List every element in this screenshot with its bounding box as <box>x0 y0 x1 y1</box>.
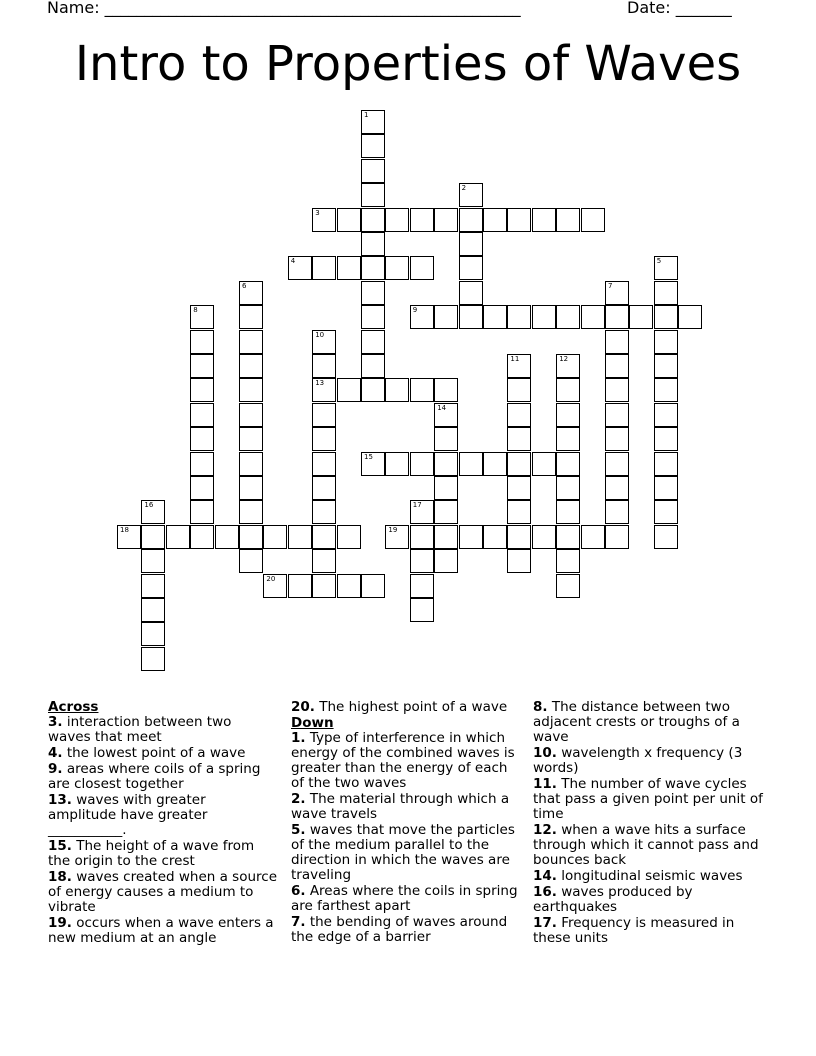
clue-text: wavelength x frequency (3 words) <box>533 745 743 776</box>
crossword-cell[interactable] <box>654 281 678 305</box>
crossword-cell[interactable] <box>312 208 336 232</box>
crossword-cell[interactable] <box>605 354 629 378</box>
crossword-cell[interactable] <box>556 427 580 451</box>
clue-number: 8 <box>193 306 198 315</box>
crossword-cell[interactable] <box>507 500 531 524</box>
across-heading: Across <box>48 699 99 715</box>
clue-number: 19 <box>388 525 398 534</box>
crossword-cell[interactable] <box>288 256 312 280</box>
crossword-cell[interactable] <box>605 452 629 476</box>
crossword-cell[interactable] <box>678 305 702 329</box>
crossword-cell[interactable] <box>312 525 336 549</box>
crossword-cell[interactable] <box>215 525 239 549</box>
crossword-cell[interactable] <box>385 208 409 232</box>
crossword-cell[interactable] <box>337 574 361 598</box>
crossword-cell[interactable] <box>288 574 312 598</box>
crossword-cell[interactable] <box>141 622 165 646</box>
clue-number: 6 <box>242 281 247 290</box>
clues-column-2 <box>291 700 521 946</box>
clue-item <box>48 916 278 946</box>
crossword-cell[interactable] <box>459 452 483 476</box>
crossword-cell[interactable] <box>459 525 483 549</box>
crossword-cell[interactable] <box>190 354 214 378</box>
crossword-cell[interactable] <box>385 452 409 476</box>
crossword-cell[interactable] <box>581 305 605 329</box>
clue-number: 15. <box>48 838 72 854</box>
clue-item <box>48 839 278 869</box>
crossword-cell[interactable] <box>434 476 458 500</box>
crossword-cell[interactable] <box>605 378 629 402</box>
clue-number: 13 <box>315 379 325 388</box>
clue-number: 17. <box>533 915 557 931</box>
clue-text: Type of interference in which energy of the combined waves is greater than the energy of each of the two waves <box>291 730 515 791</box>
crossword-cell[interactable] <box>141 598 165 622</box>
crossword-cell[interactable] <box>141 647 165 671</box>
clue-number: 5. <box>291 822 306 838</box>
crossword-cell[interactable] <box>654 476 678 500</box>
crossword-cell[interactable] <box>605 525 629 549</box>
crossword-cell[interactable] <box>434 452 458 476</box>
crossword-cell[interactable] <box>361 281 385 305</box>
clue-text: The height of a wave from the origin to the crest <box>48 838 255 869</box>
crossword-cell[interactable] <box>507 549 531 573</box>
crossword-cell[interactable] <box>507 305 531 329</box>
crossword-cell[interactable] <box>190 452 214 476</box>
clue-number: 16 <box>144 501 154 510</box>
crossword-cell[interactable] <box>410 574 434 598</box>
crossword-cell[interactable] <box>434 403 458 427</box>
crossword-cell[interactable] <box>581 525 605 549</box>
crossword-cell[interactable] <box>532 525 556 549</box>
crossword-cell[interactable] <box>190 500 214 524</box>
crossword-cell[interactable] <box>239 452 263 476</box>
crossword-cell[interactable] <box>410 525 434 549</box>
clue-text: the lowest point of a wave <box>62 745 246 761</box>
clues-column-1 <box>48 700 278 947</box>
crossword-cell[interactable] <box>385 256 409 280</box>
clue-text: when a wave hits a surface through which it cannot pass and bounces back <box>533 822 759 868</box>
clue-text: The distance between two adjacent crests or troughs of a wave <box>533 699 740 745</box>
clue-number: 9 <box>412 306 418 315</box>
crossword-cell[interactable] <box>263 574 287 598</box>
crossword-cell[interactable] <box>605 403 629 427</box>
crossword-cell[interactable] <box>117 525 141 549</box>
crossword-cell[interactable] <box>239 476 263 500</box>
down-heading: Down <box>291 715 334 731</box>
crossword-cell[interactable] <box>312 427 336 451</box>
crossword-cell[interactable] <box>556 476 580 500</box>
clue-item <box>533 700 763 745</box>
crossword-cell[interactable] <box>483 452 507 476</box>
crossword-cell[interactable] <box>141 500 165 524</box>
crossword-cell[interactable] <box>239 330 263 354</box>
crossword-cell[interactable] <box>507 525 531 549</box>
clue-number: 11. <box>533 776 557 792</box>
crossword-cell[interactable] <box>459 183 483 207</box>
clue-number: 7 <box>608 281 613 290</box>
clue-number: 18 <box>120 525 129 534</box>
crossword-cell[interactable] <box>361 208 385 232</box>
clue-item <box>533 823 763 868</box>
clue-text: waves that move the particles of the medium parallel to the direction in which the waves are traveling <box>291 822 515 883</box>
clue-item <box>533 869 763 884</box>
clue-text: Frequency is measured in these units <box>533 915 735 946</box>
crossword-cell[interactable] <box>361 354 385 378</box>
clue-number: 4. <box>48 745 63 761</box>
crossword-cell[interactable] <box>312 378 336 402</box>
crossword-cell[interactable] <box>556 378 580 402</box>
crossword-cell[interactable] <box>239 305 263 329</box>
clue-number: 13. <box>48 792 72 808</box>
clue-item <box>291 884 521 914</box>
clue-item <box>533 746 763 776</box>
crossword-cell[interactable] <box>337 256 361 280</box>
clue-text: waves produced by earthquakes <box>533 884 693 915</box>
crossword-cell[interactable] <box>654 330 678 354</box>
clue-item <box>48 746 278 761</box>
name-field[interactable]: Name: ____________________________________________________ <box>47 0 521 17</box>
clue-item <box>48 870 278 915</box>
clue-number: 11 <box>510 355 520 363</box>
clue-number: 6. <box>291 883 306 899</box>
crossword-cell[interactable] <box>385 525 409 549</box>
crossword-cell[interactable] <box>361 134 385 158</box>
clue-number: 14. <box>533 868 557 884</box>
crossword-cell[interactable] <box>605 330 629 354</box>
crossword-cell[interactable] <box>434 549 458 573</box>
crossword-cell[interactable] <box>434 378 458 402</box>
clue-number: 15 <box>364 452 373 461</box>
clue-text: occurs when a wave enters a new medium at an angle <box>48 915 274 946</box>
crossword-cell[interactable] <box>532 305 556 329</box>
clue-number: 3. <box>48 714 63 730</box>
clue-item <box>291 915 521 945</box>
crossword-cell[interactable] <box>312 354 336 378</box>
crossword-cell[interactable] <box>507 354 531 378</box>
crossword-cell[interactable] <box>385 378 409 402</box>
clue-text: the bending of waves around the edge of a barrier <box>291 914 508 945</box>
clue-item <box>533 916 763 946</box>
crossword-cell[interactable] <box>459 256 483 280</box>
crossword-cell[interactable] <box>410 549 434 573</box>
clue-item <box>291 731 521 791</box>
clue-number: 9. <box>48 761 63 777</box>
crossword-cell[interactable] <box>556 305 580 329</box>
crossword-cell[interactable] <box>239 500 263 524</box>
crossword-cell[interactable] <box>239 281 263 305</box>
clue-number: 12 <box>559 355 569 363</box>
clue-number: 1. <box>291 730 306 746</box>
clue-item <box>533 885 763 915</box>
date-field[interactable]: Date: _______ <box>627 0 732 17</box>
crossword-cell[interactable] <box>312 476 336 500</box>
crossword-cell[interactable] <box>239 427 263 451</box>
crossword-cell[interactable] <box>312 403 336 427</box>
clue-number: 5 <box>656 257 662 266</box>
crossword-cell[interactable] <box>361 110 385 134</box>
clue-item <box>291 700 521 715</box>
crossword-cell[interactable] <box>532 452 556 476</box>
crossword-cell[interactable] <box>190 403 214 427</box>
crossword-cell[interactable] <box>361 378 385 402</box>
crossword-cell[interactable] <box>654 500 678 524</box>
crossword-cell[interactable] <box>654 256 678 280</box>
crossword-cell[interactable] <box>605 281 629 305</box>
crossword-cell[interactable] <box>532 208 556 232</box>
clue-number: 17 <box>412 501 422 510</box>
crossword-cell[interactable] <box>190 378 214 402</box>
clue-number: 19. <box>48 915 72 931</box>
clue-item <box>533 777 763 822</box>
crossword-cell[interactable] <box>434 208 458 232</box>
clue-text: waves created when a source of energy causes a medium to vibrate <box>48 869 278 915</box>
crossword-cell[interactable] <box>459 281 483 305</box>
crossword-cell[interactable] <box>434 305 458 329</box>
crossword-cell[interactable] <box>410 256 434 280</box>
crossword-cell[interactable] <box>483 525 507 549</box>
clue-number: 18. <box>48 869 72 885</box>
crossword-cell[interactable] <box>361 159 385 183</box>
crossword-cell[interactable] <box>483 208 507 232</box>
crossword-cell[interactable] <box>410 500 434 524</box>
clue-number: 16. <box>533 884 557 900</box>
crossword-cell[interactable] <box>337 525 361 549</box>
crossword-cell[interactable] <box>410 452 434 476</box>
crossword-cell[interactable] <box>581 208 605 232</box>
crossword-cell[interactable] <box>459 208 483 232</box>
clue-text: longitudinal seismic waves <box>556 868 743 884</box>
crossword-cell[interactable] <box>556 354 580 378</box>
clue-text: interaction between two waves that meet <box>48 714 232 745</box>
clue-number: 10 <box>315 330 325 339</box>
crossword-cell[interactable] <box>190 305 214 329</box>
crossword-cell[interactable] <box>190 525 214 549</box>
clue-number: 4 <box>290 257 296 266</box>
clue-text: waves with greater amplitude have greater ___________. <box>48 792 208 838</box>
crossword-cell[interactable] <box>190 476 214 500</box>
clue-text: The material through which a wave travels <box>291 791 510 822</box>
crossword-cell[interactable] <box>166 525 190 549</box>
crossword-cell[interactable] <box>556 208 580 232</box>
crossword-cell[interactable] <box>337 378 361 402</box>
crossword-cell[interactable] <box>312 549 336 573</box>
clue-text: areas where coils of a spring are closest together <box>48 761 261 792</box>
crossword-cell[interactable] <box>605 476 629 500</box>
crossword-cell[interactable] <box>239 378 263 402</box>
clue-item <box>48 793 278 838</box>
clue-item <box>291 792 521 822</box>
crossword-cell[interactable] <box>556 525 580 549</box>
clue-number: 3 <box>315 208 320 217</box>
crossword-cell[interactable] <box>239 354 263 378</box>
crossword-cell[interactable] <box>312 330 336 354</box>
crossword-cell[interactable] <box>312 500 336 524</box>
clue-item <box>291 823 521 883</box>
crossword-cell[interactable] <box>239 525 263 549</box>
crossword-cell[interactable] <box>361 232 385 256</box>
crossword-cell[interactable] <box>654 452 678 476</box>
clue-number: 10. <box>533 745 557 761</box>
crossword-cell[interactable] <box>556 403 580 427</box>
crossword-cell[interactable] <box>507 403 531 427</box>
crossword-cell[interactable] <box>507 378 531 402</box>
clue-number: 1 <box>364 111 369 119</box>
crossword-cell[interactable] <box>556 500 580 524</box>
clue-number: 2. <box>291 791 306 807</box>
crossword-cell[interactable] <box>361 452 385 476</box>
crossword-cell[interactable] <box>629 305 653 329</box>
clue-item <box>48 715 278 745</box>
crossword-cell[interactable] <box>556 452 580 476</box>
crossword-cell[interactable] <box>605 500 629 524</box>
crossword-cell[interactable] <box>434 427 458 451</box>
crossword-cell[interactable] <box>605 305 629 329</box>
clue-text: The highest point of a wave <box>314 699 508 715</box>
clue-number: 7. <box>291 914 306 930</box>
crossword-cell[interactable] <box>141 549 165 573</box>
crossword-cell[interactable] <box>312 574 336 598</box>
crossword-cell[interactable] <box>361 574 385 598</box>
crossword-cell[interactable] <box>361 183 385 207</box>
crossword-cell[interactable] <box>410 305 434 329</box>
crossword-cell[interactable] <box>654 403 678 427</box>
crossword-cell[interactable] <box>141 574 165 598</box>
crossword-cell[interactable] <box>459 305 483 329</box>
crossword-cell[interactable] <box>459 232 483 256</box>
crossword-cell[interactable] <box>239 403 263 427</box>
crossword-cell[interactable] <box>410 378 434 402</box>
clue-number: 8. <box>533 699 548 715</box>
crossword-cell[interactable] <box>141 525 165 549</box>
crossword-cell[interactable] <box>605 427 629 451</box>
clue-number: 12. <box>533 822 557 838</box>
crossword-cell[interactable] <box>410 598 434 622</box>
clues-column-3 <box>533 700 763 947</box>
crossword-cell[interactable] <box>288 525 312 549</box>
clue-text: The number of wave cycles that pass a given point per unit of time <box>533 776 763 822</box>
clue-text: Areas where the coils in spring are farthest apart <box>291 883 518 914</box>
crossword-cell[interactable] <box>654 525 678 549</box>
crossword-cell[interactable] <box>410 208 434 232</box>
clue-number: 14 <box>437 403 447 412</box>
crossword-cell[interactable] <box>654 378 678 402</box>
crossword-cell[interactable] <box>507 427 531 451</box>
crossword-cell[interactable] <box>190 330 214 354</box>
crossword-cell[interactable] <box>434 500 458 524</box>
crossword-cell[interactable] <box>654 305 678 329</box>
clue-number: 20. <box>291 699 315 715</box>
page-title: Intro to Properties of Waves <box>74 36 742 92</box>
crossword-cell[interactable] <box>312 452 336 476</box>
crossword-cell[interactable] <box>239 549 263 573</box>
clue-item <box>48 762 278 792</box>
crossword-cell[interactable] <box>483 305 507 329</box>
crossword-cell[interactable] <box>434 525 458 549</box>
crossword-cell[interactable] <box>361 256 385 280</box>
crossword-cell[interactable] <box>263 525 287 549</box>
clue-number: 20 <box>266 574 276 583</box>
crossword-cell[interactable] <box>654 354 678 378</box>
crossword-cell[interactable] <box>556 574 580 598</box>
crossword-cell[interactable] <box>361 305 385 329</box>
crossword-cell[interactable] <box>507 208 531 232</box>
crossword-cell[interactable] <box>361 330 385 354</box>
crossword-cell[interactable] <box>507 452 531 476</box>
crossword-cell[interactable] <box>190 427 214 451</box>
clue-number: 2 <box>461 184 467 193</box>
crossword-cell[interactable] <box>556 549 580 573</box>
crossword-cell[interactable] <box>337 208 361 232</box>
crossword-cell[interactable] <box>312 256 336 280</box>
crossword-cell[interactable] <box>654 427 678 451</box>
crossword-cell[interactable] <box>507 476 531 500</box>
